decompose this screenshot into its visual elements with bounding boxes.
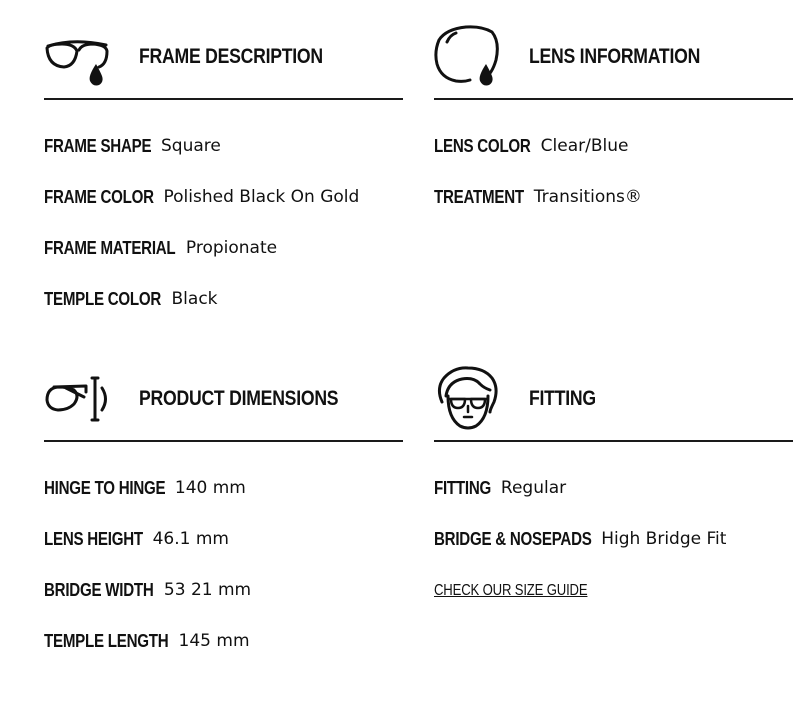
spec-row: [434, 528, 793, 579]
aviator-glasses-drop-icon: [44, 24, 112, 90]
spec-value: 145 mm: [178, 631, 250, 651]
spec-label: HINGE TO HINGE: [44, 478, 166, 498]
spec-value: Square: [161, 136, 221, 156]
lens-information-section: [434, 24, 793, 237]
product-dimensions-header: [44, 366, 403, 442]
spec-value: 46.1 mm: [152, 529, 229, 549]
product-dimensions-section: [44, 366, 403, 681]
spec-label: TEMPLE LENGTH: [44, 631, 169, 651]
fitting-header: [434, 366, 793, 442]
section-title: PRODUCT DIMENSIONS: [139, 387, 339, 410]
spec-row: [434, 135, 793, 186]
spec-label: LENS COLOR: [434, 136, 531, 156]
fitting-section: [434, 366, 793, 630]
spec-label: FITTING: [434, 478, 492, 498]
section-title: LENS INFORMATION: [529, 45, 701, 68]
spec-label: LENS HEIGHT: [44, 529, 143, 549]
spec-row: [44, 528, 403, 579]
spec-row: [44, 477, 403, 528]
spec-row: [44, 186, 403, 237]
spec-value: Black: [171, 289, 218, 309]
spec-label: FRAME MATERIAL: [44, 238, 176, 258]
spec-label: BRIDGE WIDTH: [44, 580, 154, 600]
spec-label: FRAME SHAPE: [44, 136, 152, 156]
frame-description-rows: [44, 100, 403, 339]
spec-row: [434, 186, 793, 237]
spec-value: Polished Black On Gold: [163, 187, 360, 207]
spec-label: TREATMENT: [434, 187, 524, 207]
section-title: FRAME DESCRIPTION: [139, 45, 323, 68]
spec-row: [44, 237, 403, 288]
spec-value: Transitions®: [533, 187, 642, 207]
frame-description-section: [44, 24, 403, 339]
spec-row: [434, 477, 793, 528]
spec-label: BRIDGE & NOSEPADS: [434, 529, 592, 549]
spec-value: 53 21 mm: [163, 580, 252, 600]
size-guide-row: [434, 579, 793, 630]
spec-value: Propionate: [185, 238, 278, 258]
spec-value: 140 mm: [174, 478, 246, 498]
frame-description-header: [44, 24, 403, 100]
lens-drop-icon: [434, 24, 502, 90]
spec-value: Regular: [500, 478, 567, 498]
spec-row: [44, 630, 403, 681]
fitting-rows: [434, 442, 793, 630]
lens-information-header: [434, 24, 793, 100]
size-guide-link[interactable]: CHECK OUR SIZE GUIDE: [434, 582, 588, 599]
spec-value: High Bridge Fit: [601, 529, 727, 549]
spec-label: TEMPLE COLOR: [44, 289, 162, 309]
spec-value: Clear/Blue: [540, 136, 629, 156]
product-dimensions-rows: [44, 442, 403, 681]
spec-label: FRAME COLOR: [44, 187, 154, 207]
lens-information-rows: [434, 100, 793, 237]
section-title: FITTING: [529, 387, 596, 410]
glasses-side-ruler-icon: [44, 366, 112, 432]
spec-row: [44, 135, 403, 186]
face-with-glasses-icon: [434, 366, 502, 432]
spec-row: [44, 579, 403, 630]
spec-row: [44, 288, 403, 339]
